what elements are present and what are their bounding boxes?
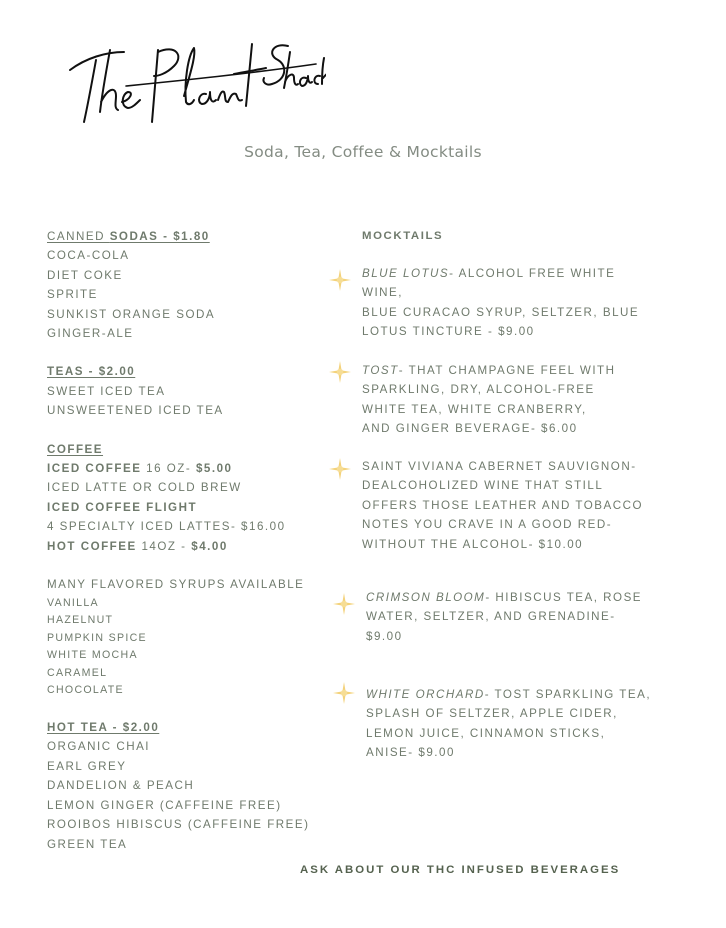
syrup-item: VANILLA: [47, 596, 99, 609]
hot-tea-header: HOT TEA - $2.00: [47, 721, 160, 735]
left-column: [47, 227, 337, 854]
syrup-item: CARAMEL: [47, 666, 108, 679]
teas-header: TEAS - $2.00: [47, 365, 136, 379]
syrups-header: MANY FLAVORED SYRUPS AVAILABLE: [47, 578, 305, 592]
hot-tea-item: DANDELION & PEACH: [47, 779, 195, 793]
thc-footer-note: ASK ABOUT OUR THC INFUSED BEVERAGES: [300, 864, 621, 876]
mocktail-item: BLUE LOTUS- ALCOHOL FREE WHITE WINE, BLUE CURACAO SYRUP, SELTZER, BLUE LOTUS TINCTURE - $9.00: [362, 267, 640, 339]
sodas-header: CANNED SODAS - $1.80: [47, 230, 210, 243]
mocktails-header: MOCKTAILS: [362, 230, 444, 242]
sparkle-star-icon: [328, 360, 352, 384]
sparkle-star-icon: [328, 268, 352, 292]
syrup-item: PUMPKIN SPICE: [47, 631, 147, 644]
soda-item: SPRITE: [47, 288, 98, 302]
sparkle-star-icon: [332, 681, 356, 705]
soda-item: DIET COKE: [47, 268, 123, 282]
menu-subtitle: Soda, Tea, Coffee & Mocktails: [244, 143, 482, 161]
syrup-item: CHOCOLATE: [47, 684, 124, 697]
mocktail-item: SAINT VIVIANA CABERNET SAUVIGNON- DEALCOHOLIZED WINE THAT STILL OFFERS THOSE LEATHER AND TOBACCO NOTES YOU CRAVE IN A GOOD RED- WITHOUT THE ALCOHOL- $10.00: [362, 460, 643, 551]
soda-item: COCA-COLA: [47, 249, 130, 263]
hot-tea-item: EARL GREY: [47, 759, 127, 773]
mocktail-item: TOST- THAT CHAMPAGNE FEEL WITH SPARKLING, DRY, ALCOHOL-FREE WHITE TEA, WHITE CRANBERRY, AND GINGER BEVERAGE- $6.00: [362, 364, 616, 436]
plant-shack-logo: [66, 22, 326, 132]
hot-tea-item: GREEN TEA: [47, 837, 128, 851]
hot-tea-item: ROOIBOS HIBISCUS (CAFFEINE FREE): [47, 818, 310, 832]
soda-item: SUNKIST ORANGE SODA: [47, 307, 216, 321]
syrup-item: HAZELNUT: [47, 614, 114, 627]
latte-item: ICED LATTE OR COLD BREW: [47, 481, 242, 495]
hot-coffee-item: HOT COFFEE 14OZ - $4.00: [47, 539, 228, 553]
syrup-item: WHITE MOCHA: [47, 649, 138, 662]
soda-item: GINGER-ALE: [47, 327, 134, 341]
mocktail-item: CRIMSON BLOOM- HIBISCUS TEA, ROSE WATER, SELTZER, AND GRENADINE- $9.00: [366, 591, 643, 643]
coffee-flight-desc: 4 SPECIALTY ICED LATTES- $16.00: [47, 520, 286, 534]
coffee-flight-item: ICED COFFEE FLIGHT: [47, 500, 198, 514]
tea-item: SWEET ICED TEA: [47, 384, 166, 398]
hot-tea-item: LEMON GINGER (CAFFEINE FREE): [47, 798, 282, 812]
tea-item: UNSWEETENED ICED TEA: [47, 404, 224, 418]
sparkle-star-icon: [328, 457, 352, 481]
mocktail-item: WHITE ORCHARD- TOST SPARKLING TEA, SPLASH OF SELTZER, APPLE CIDER, LEMON JUICE, CINNAMON STICKS, ANISE- $9.00: [366, 688, 652, 760]
coffee-header: COFFEE: [47, 442, 104, 456]
sparkle-star-icon: [332, 592, 356, 616]
iced-coffee-item: ICED COFFEE 16 OZ- $5.00: [47, 462, 233, 476]
hot-tea-item: ORGANIC CHAI: [47, 740, 151, 754]
